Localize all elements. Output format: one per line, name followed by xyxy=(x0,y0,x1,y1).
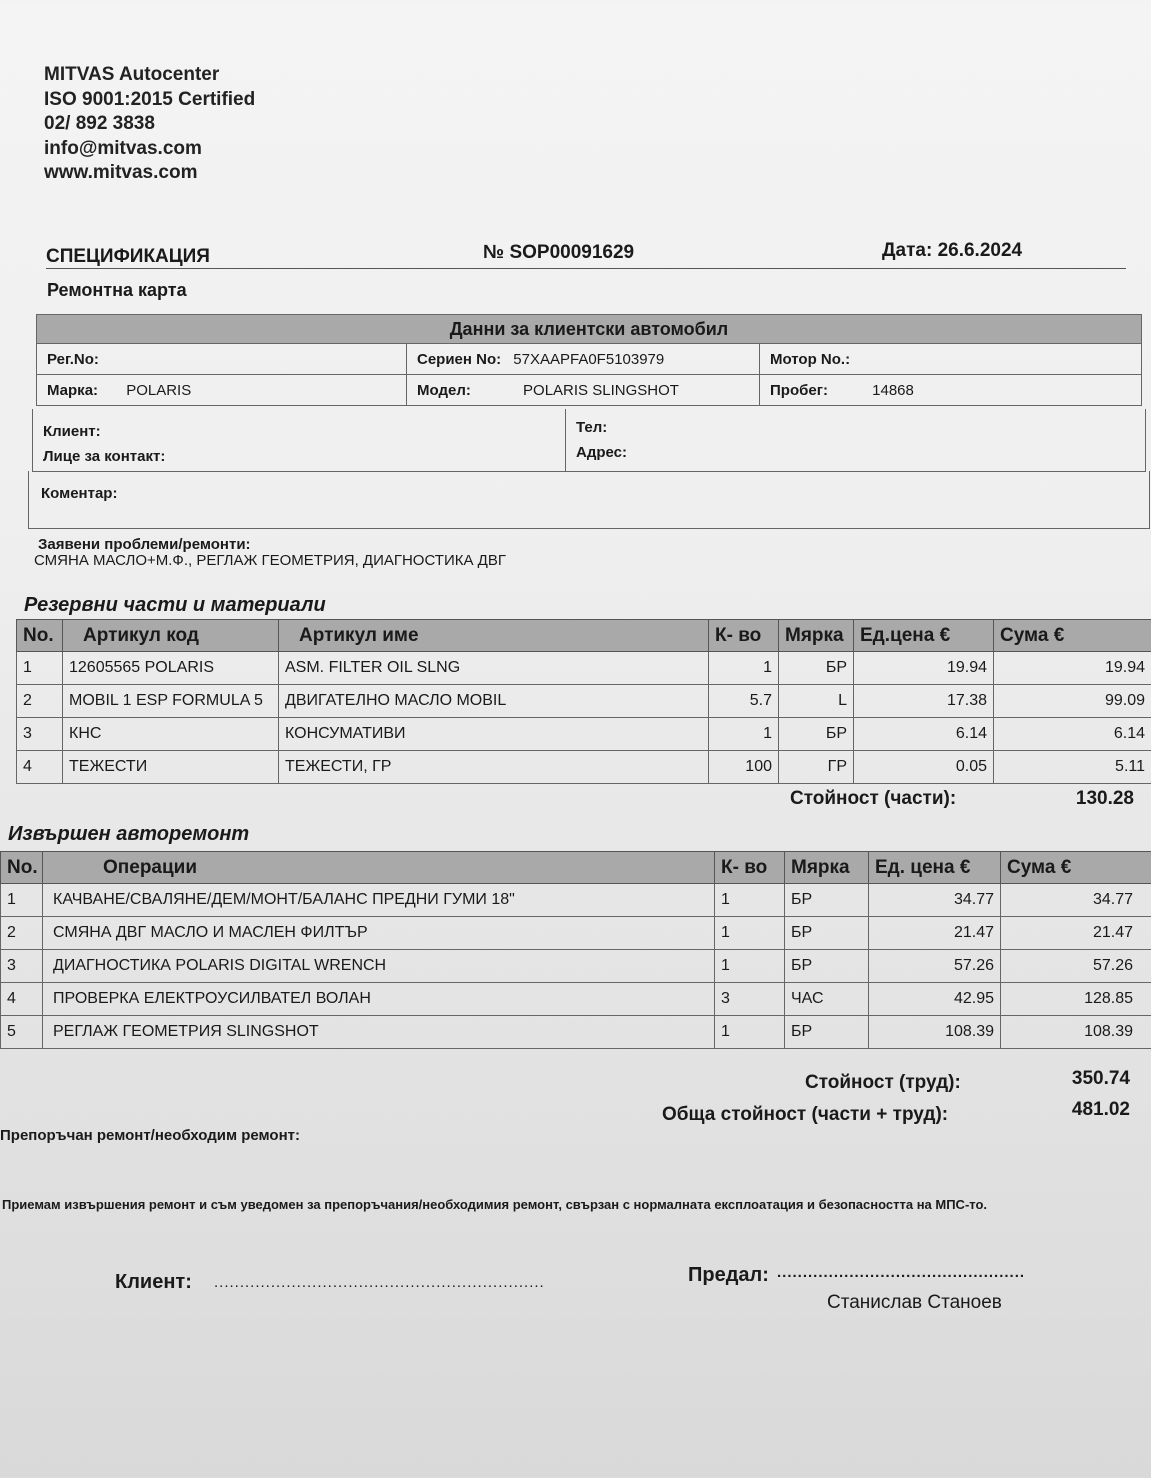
parts-col-sum: Сума € xyxy=(994,620,1151,652)
acceptance-text: Приемам извършения ремонт и съм уведомен за препоръчания/необходимия ремонт, свързан с нормалната експлоатация и безопасността на МПС-то. xyxy=(2,1197,988,1212)
labor-qty: 1 xyxy=(715,1016,785,1049)
contact-label: Лице за контакт: xyxy=(43,448,166,465)
labor-no: 5 xyxy=(1,1016,43,1049)
labor-price: 21.47 xyxy=(869,917,1001,950)
reg-label: Рег.No: xyxy=(47,351,99,368)
engine-cell xyxy=(760,344,1141,374)
part-code: КНС xyxy=(63,718,279,751)
parts-col-price: Ед.цена € xyxy=(854,620,994,652)
problems-value: СМЯНА МАСЛО+М.Ф., РЕГЛАЖ ГЕОМЕТРИЯ, ДИАГНОСТИКА ДВГ xyxy=(34,552,506,569)
labor-sum: 57.26 xyxy=(1001,950,1151,983)
labor-op: ДИАГНОСТИКА POLARIS DIGITAL WRENCH xyxy=(43,950,715,983)
table-row xyxy=(1,917,1151,950)
client-sign-label: Клиент: xyxy=(115,1271,192,1293)
document-title: СПЕЦИФИКАЦИЯ xyxy=(46,246,210,267)
labor-op: КАЧВАНЕ/СВАЛЯНЕ/ДЕМ/МОНТ/БАЛАНС ПРЕДНИ ГУМИ 18" xyxy=(43,884,715,917)
part-code: MOBIL 1 ESP FORMULA 5 xyxy=(63,685,279,718)
part-code: ТЕЖЕСТИ xyxy=(63,751,279,784)
phone-label: Тел: xyxy=(576,419,608,436)
part-price: 19.94 xyxy=(854,652,994,685)
labor-section-title: Извършен авторемонт xyxy=(8,823,250,845)
labor-price: 108.39 xyxy=(869,1016,1001,1049)
part-sum: 6.14 xyxy=(994,718,1151,751)
labor-qty: 3 xyxy=(715,983,785,1016)
part-qty: 1 xyxy=(709,652,779,685)
labor-op: РЕГЛАЖ ГЕОМЕТРИЯ SLINGSHOT xyxy=(43,1016,715,1049)
table-row xyxy=(17,652,1151,685)
labor-total-value: 350.74 xyxy=(1071,1068,1130,1089)
vehicle-row-1 xyxy=(37,344,1141,375)
document-number: № SOP00091629 xyxy=(483,242,635,263)
model-value: POLARIS SLINGSHOT xyxy=(523,382,679,399)
part-unit: БР xyxy=(779,718,854,751)
company-email: info@mitvas.com xyxy=(44,137,202,159)
labor-total-label: Стойност (труд): xyxy=(805,1072,961,1093)
model-label: Модел: xyxy=(417,382,471,399)
labor-op: СМЯНА ДВГ МАСЛО И МАСЛЕН ФИЛТЪР xyxy=(43,917,715,950)
labor-sum: 21.47 xyxy=(1001,917,1151,950)
model-cell xyxy=(407,375,760,405)
grand-total-value: 481.02 xyxy=(1071,1099,1130,1120)
handover-name: Станислав Станоев xyxy=(827,1292,1002,1313)
table-row xyxy=(1,1016,1151,1049)
mileage-cell xyxy=(760,375,1141,405)
part-code: 12605565 POLARIS xyxy=(63,652,279,685)
labor-col-unit: Мярка xyxy=(785,852,869,884)
parts-table xyxy=(16,619,1151,784)
company-name: MITVAS Autocenter xyxy=(44,64,220,85)
parts-total-label: Стойност (части): xyxy=(790,788,957,809)
vehicle-section-title: Данни за клиентски автомобил xyxy=(37,315,1141,344)
part-price: 6.14 xyxy=(854,718,994,751)
labor-col-sum: Сума € xyxy=(1001,852,1151,884)
client-col-right xyxy=(565,409,1145,471)
part-unit: ГР xyxy=(779,751,854,784)
labor-col-qty: К- во xyxy=(715,852,785,884)
labor-no: 4 xyxy=(1,983,43,1016)
part-no: 4 xyxy=(17,751,63,784)
table-row xyxy=(17,751,1151,784)
part-no: 2 xyxy=(17,685,63,718)
company-phone: 02/ 892 3838 xyxy=(44,113,155,134)
parts-section-title: Резервни части и материали xyxy=(24,594,326,616)
labor-op: ПРОВЕРКА ЕЛЕКТРОУСИЛВАТЕЛ ВОЛАН xyxy=(43,983,715,1016)
labor-price: 57.26 xyxy=(869,950,1001,983)
table-row xyxy=(1,950,1151,983)
handover-line: ................................................ xyxy=(777,1264,1026,1281)
part-name: ТЕЖЕСТИ, ГР xyxy=(279,751,709,784)
labor-unit: БР xyxy=(785,917,869,950)
labor-unit: БР xyxy=(785,950,869,983)
labor-price: 34.77 xyxy=(869,884,1001,917)
labor-no: 1 xyxy=(1,884,43,917)
part-price: 17.38 xyxy=(854,685,994,718)
labor-col-no: No. xyxy=(1,852,43,884)
labor-no: 3 xyxy=(1,950,43,983)
labor-sum: 34.77 xyxy=(1001,884,1151,917)
handover-label: Предал: xyxy=(688,1264,769,1286)
labor-table xyxy=(0,851,1151,1049)
address-label: Адрес: xyxy=(576,444,627,461)
labor-unit: ЧАС xyxy=(785,983,869,1016)
make-label: Марка: xyxy=(47,382,99,399)
table-row xyxy=(1,983,1151,1016)
vehicle-row-2 xyxy=(37,375,1141,405)
serial-label: Сериен No: xyxy=(417,351,502,368)
part-sum: 5.11 xyxy=(994,751,1151,784)
part-qty: 100 xyxy=(709,751,779,784)
document-subtitle: Ремонтна карта xyxy=(47,280,187,300)
part-qty: 5.7 xyxy=(709,685,779,718)
engine-label: Мотор No.: xyxy=(770,351,851,368)
serial-cell xyxy=(407,344,760,374)
table-row xyxy=(17,685,1151,718)
part-unit: БР xyxy=(779,652,854,685)
labor-sum: 108.39 xyxy=(1001,1016,1151,1049)
company-web: www.mitvas.com xyxy=(44,162,198,183)
recommended-label: Препоръчан ремонт/необходим ремонт: xyxy=(0,1127,300,1144)
parts-col-unit: Мярка xyxy=(779,620,854,652)
part-name: КОНСУМАТИВИ xyxy=(279,718,709,751)
labor-col-op: Операции xyxy=(43,852,715,884)
serial-value: 57XAAPFA0F5103979 xyxy=(513,351,665,368)
comment-box xyxy=(28,471,1150,529)
labor-price: 42.95 xyxy=(869,983,1001,1016)
labor-qty: 1 xyxy=(715,884,785,917)
client-col-left xyxy=(33,409,565,471)
part-no: 3 xyxy=(17,718,63,751)
parts-col-code: Артикул код xyxy=(63,620,279,652)
make-cell xyxy=(37,375,407,405)
vehicle-data-box xyxy=(36,314,1142,406)
parts-header-row xyxy=(17,620,1151,652)
client-label: Клиент: xyxy=(43,423,101,440)
labor-qty: 1 xyxy=(715,950,785,983)
parts-col-qty: К- во xyxy=(709,620,779,652)
company-cert: ISO 9001:2015 Certified xyxy=(44,88,256,110)
part-qty: 1 xyxy=(709,718,779,751)
labor-qty: 1 xyxy=(715,917,785,950)
mileage-label: Пробег: xyxy=(770,382,828,399)
company-info xyxy=(44,63,255,186)
client-box xyxy=(32,409,1146,472)
part-unit: L xyxy=(779,685,854,718)
labor-no: 2 xyxy=(1,917,43,950)
part-name: ASM. FILTER OIL SLNG xyxy=(279,652,709,685)
part-price: 0.05 xyxy=(854,751,994,784)
document-date: Дата: 26.6.2024 xyxy=(882,240,1023,261)
table-row xyxy=(1,884,1151,917)
parts-col-name: Артикул име xyxy=(279,620,709,652)
grand-total-label: Обща стойност (части + труд): xyxy=(662,1104,949,1125)
make-value: POLARIS xyxy=(126,382,192,399)
part-name: ДВИГАТЕЛНО МАСЛО MOBIL xyxy=(279,685,709,718)
labor-unit: БР xyxy=(785,1016,869,1049)
labor-unit: БР xyxy=(785,884,869,917)
labor-col-price: Ед. цена € xyxy=(869,852,1001,884)
title-row xyxy=(46,242,1126,269)
part-no: 1 xyxy=(17,652,63,685)
reg-cell xyxy=(37,344,407,374)
labor-sum: 128.85 xyxy=(1001,983,1151,1016)
parts-total-value: 130.28 xyxy=(1075,788,1134,809)
parts-col-no: No. xyxy=(17,620,63,652)
part-sum: 99.09 xyxy=(994,685,1151,718)
mileage-value: 14868 xyxy=(872,382,914,399)
problems-label: Заявени проблеми/ремонти: xyxy=(38,536,251,553)
labor-header-row xyxy=(1,852,1151,884)
comment-label: Коментар: xyxy=(41,485,118,502)
part-sum: 19.94 xyxy=(994,652,1151,685)
table-row xyxy=(17,718,1151,751)
client-sign-line: ................................................................ xyxy=(214,1274,545,1291)
